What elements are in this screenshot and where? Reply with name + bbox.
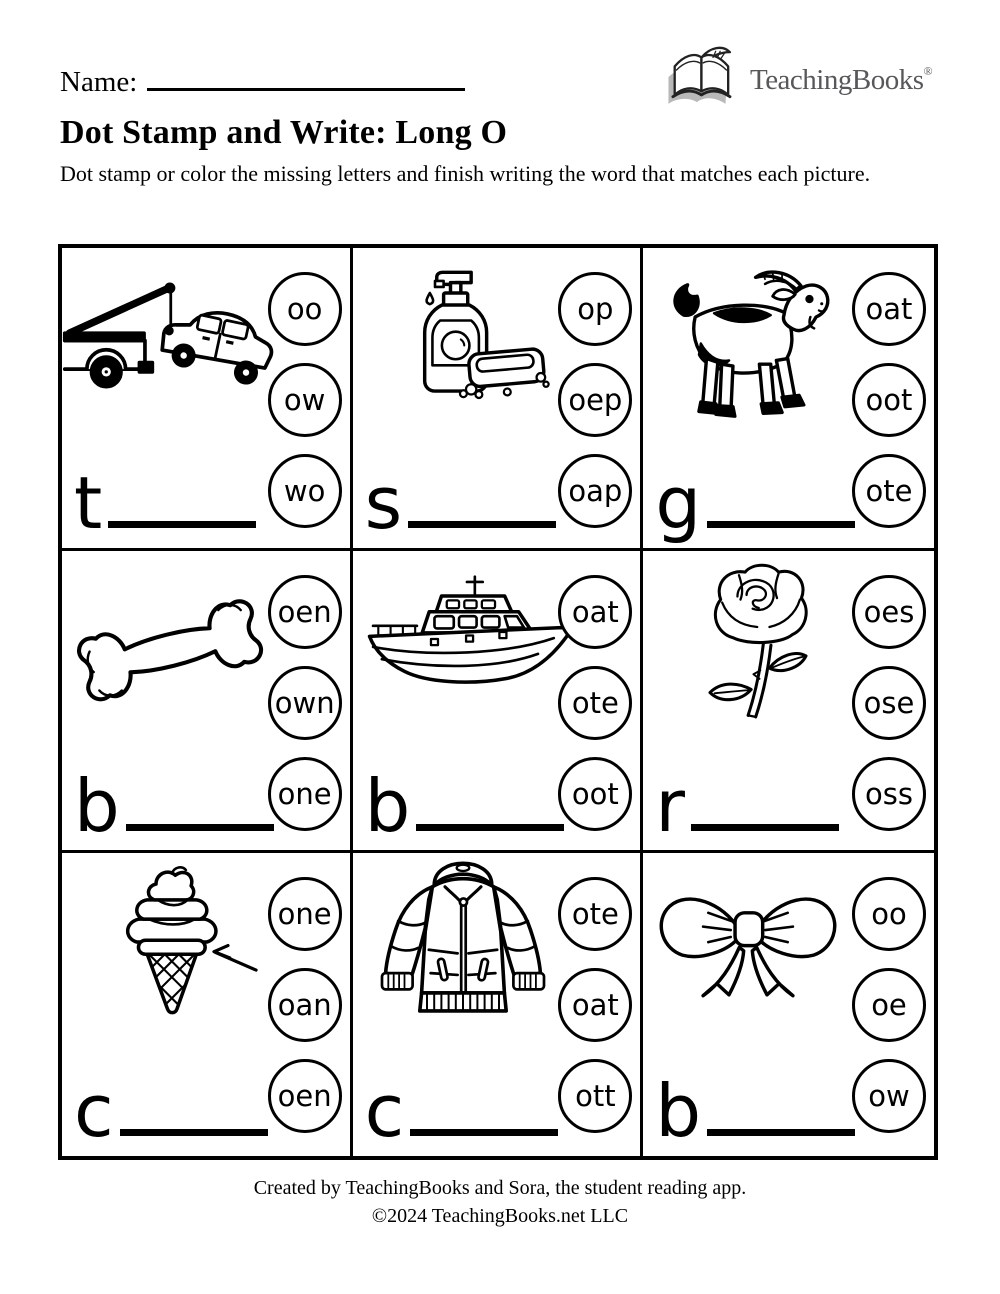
write-blank [108,521,256,528]
registered-trademark: ® [923,64,933,78]
name-row [60,66,465,99]
coat-image [373,859,553,1032]
teachingbooks-logo [664,42,932,119]
letter-options [268,575,342,831]
footer-copyright-line: ©2024 TeachingBooks.net LLC [371,1205,629,1228]
option-circle: oot [852,363,926,437]
option-circle: oat [558,575,632,649]
page-title: Dot Stamp and Write: Long O [60,114,508,151]
write-blank [126,824,274,831]
cell-coat [353,853,644,1156]
word-start [655,763,839,848]
word-start [74,763,274,848]
starting-letter: s [364,460,403,545]
soap-image [385,262,553,409]
bone-image [68,577,273,724]
open-book-icon [664,42,746,119]
starting-letter: t [74,460,103,545]
starting-letter: b [364,763,411,848]
write-blank [408,521,556,528]
footer-credit-line: Created by TeachingBooks and Sora, the student reading app. [253,1177,747,1199]
option-circle: ott [558,1059,632,1133]
starting-letter: c [74,1069,114,1154]
starting-letter: b [74,763,120,848]
write-blank [416,824,564,831]
option-circle: oat [852,272,926,346]
option-circle: oss [852,757,926,831]
option-circle: ow [852,1059,926,1133]
word-start [74,1069,268,1154]
option-circle: oat [558,968,632,1042]
option-circle: oen [268,575,342,649]
option-circle: oot [558,757,632,831]
footer [0,1174,1000,1231]
option-circle: one [268,877,342,951]
option-circle: oan [268,968,342,1042]
cell-boat [353,551,644,854]
word-start [364,1069,559,1154]
option-circle: ow [268,363,342,437]
option-circle: ote [558,666,632,740]
option-circle: oap [558,454,632,528]
starting-letter: r [655,763,685,848]
option-circle: oo [852,877,926,951]
letter-options [852,272,926,528]
word-start [74,460,256,545]
write-blank [410,1129,558,1136]
letter-options [852,877,926,1133]
boat-image [359,573,574,710]
cell-bow [643,853,934,1156]
goat-image [659,266,839,441]
option-circle: oe [852,968,926,1042]
option-circle: ote [558,877,632,951]
letter-options [558,575,632,831]
option-circle: oen [268,1059,342,1133]
letter-options [268,877,342,1133]
option-circle: own [268,666,342,740]
letter-options [852,575,926,831]
rose-image [693,563,823,728]
cell-soap [353,248,644,551]
write-blank [707,1129,855,1136]
cell-goat [643,248,934,551]
cell-cone [62,853,353,1156]
word-start [364,460,557,545]
option-circle: oes [852,575,926,649]
starting-letter: b [655,1069,702,1154]
cell-tow [62,248,353,551]
bow-image [653,873,843,1012]
letter-options [558,272,632,528]
ice-cream-cone-image [84,863,264,1026]
instructions-text: Dot stamp or color the missing letters and finish writing the word that matches each picture. [60,161,871,186]
write-blank [691,824,839,831]
option-circle: oo [268,272,342,346]
name-blank-line [147,88,465,91]
word-start [655,460,855,545]
starting-letter: g [655,460,702,545]
starting-letter: c [364,1069,405,1154]
option-circle: op [558,272,632,346]
word-start [655,1069,855,1154]
option-circle: one [268,757,342,831]
letter-options [268,272,342,528]
worksheet-grid [58,244,938,1160]
write-blank [120,1129,268,1136]
word-start [364,763,565,848]
cell-rose [643,551,934,854]
name-label: Name: [60,66,138,98]
option-circle: wo [268,454,342,528]
option-circle: ose [852,666,926,740]
option-circle: ote [852,454,926,528]
tow-truck-image [62,276,274,399]
logo-wordmark: TeachingBooks® [750,64,933,96]
write-blank [707,521,855,528]
option-circle: oep [558,363,632,437]
letter-options [558,877,632,1133]
cell-bone [62,551,353,854]
